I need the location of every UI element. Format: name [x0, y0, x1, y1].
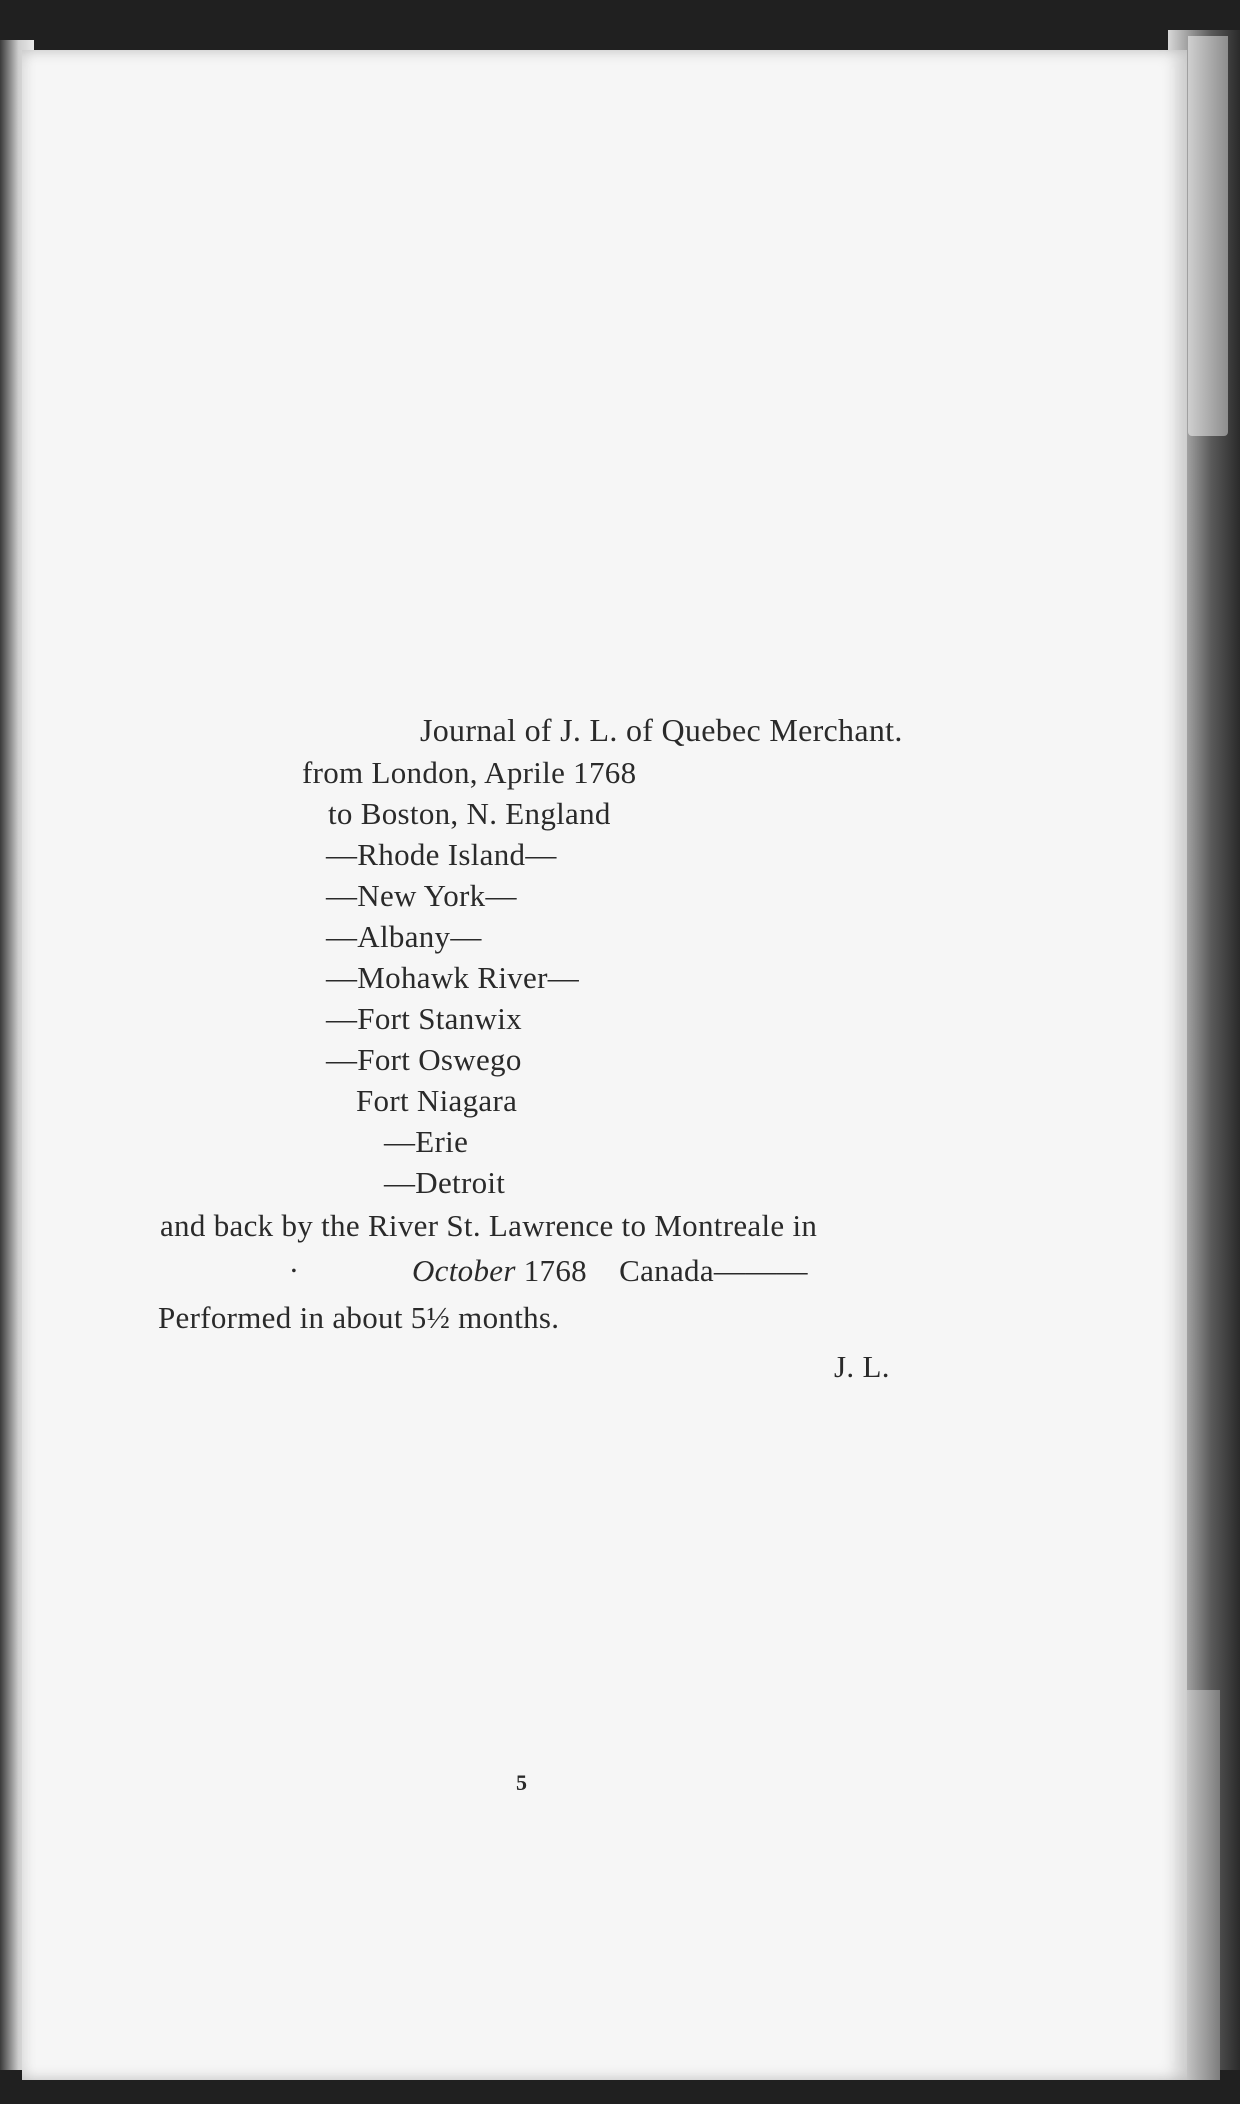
route-line: —Detroit: [384, 1165, 506, 1200]
route-line: —Erie: [384, 1124, 469, 1159]
route-line: —Albany—: [326, 919, 482, 954]
return-date-rest: 1768 Canada———: [515, 1253, 808, 1288]
route-line: —Fort Stanwix: [326, 1001, 522, 1036]
journal-title: Journal of J. L. of Quebec Merchant.: [420, 712, 903, 748]
duration-line: Performed in about 5½ months.: [158, 1300, 560, 1335]
return-date-line: [412, 1255, 808, 1286]
route-line: —New York—: [326, 878, 517, 913]
route-line: —Fort Oswego: [326, 1042, 522, 1077]
route-line: to Boston, N. England: [328, 796, 611, 831]
signature: J. L.: [834, 1349, 890, 1384]
stray-dot: .: [290, 1244, 299, 1279]
return-line: and back by the River St. Lawrence to Montreale in: [160, 1208, 818, 1243]
route-line: —Rhode Island—: [326, 837, 557, 872]
page-number: 5: [516, 1770, 528, 1795]
route-line: —Mohawk River—: [326, 960, 580, 995]
route-line: from London, Aprile 1768: [302, 755, 637, 790]
page-tab-bottom: [1184, 1690, 1220, 2080]
route-line: Fort Niagara: [356, 1083, 518, 1118]
return-month: October: [412, 1253, 516, 1288]
book-page: [22, 50, 1187, 2080]
page-tab-top: [1188, 36, 1228, 436]
